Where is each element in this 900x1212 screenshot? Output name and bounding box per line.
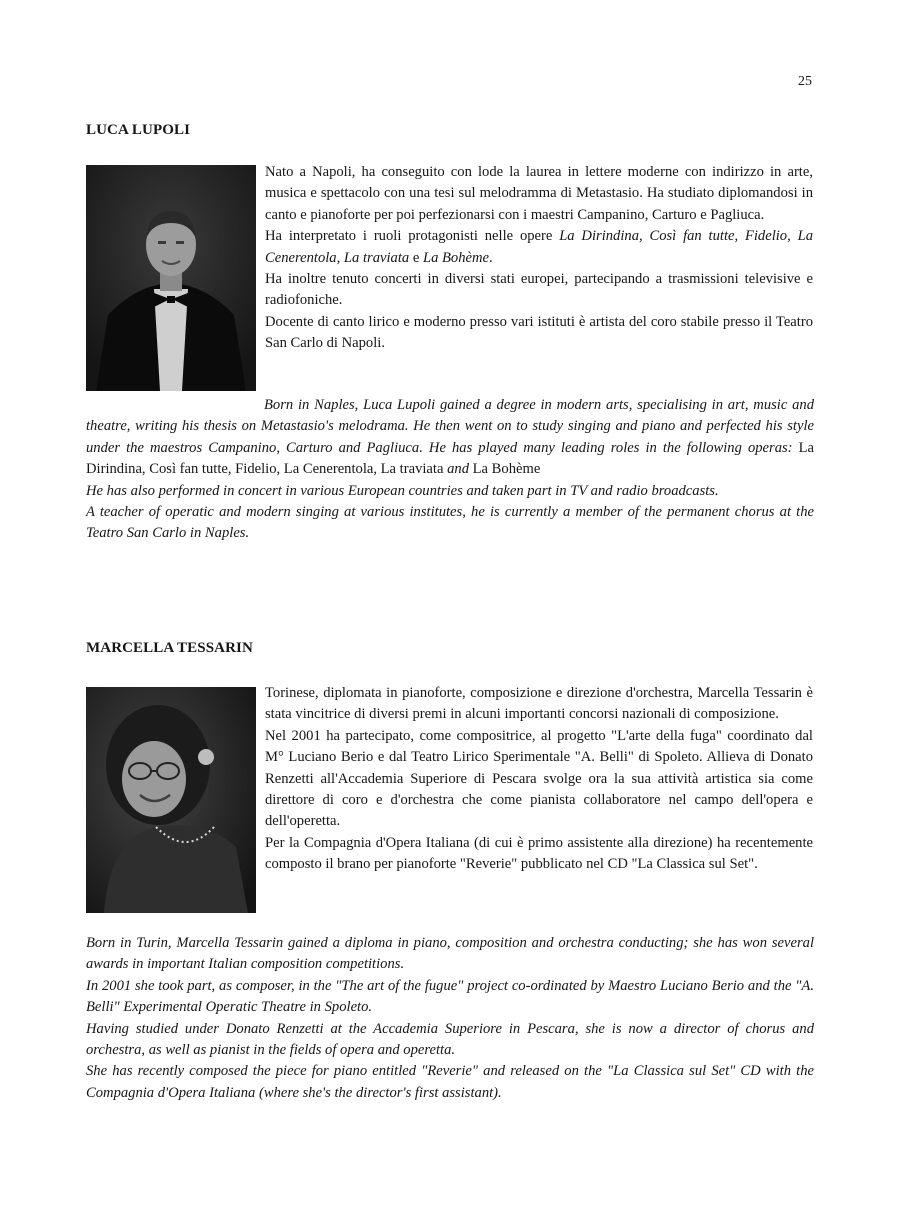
bio-italian-p2: Nel 2001 ha partecipato, come compositrice, al progetto "L'arte della fuga" coordinato dal M° Luciano Berio e dal Teatro Lirico Sperimentale "A. Belli" di Spoleto. Allieva di Donato Renzetti all'Accademia Superiore di Pescara svolge ora la sua attività artistica sia come direttore di coro e d'orchestra che come pianista collaboratore nel campo dell'opera e dell'operetta. <box>265 727 813 830</box>
bio-english-p4: She has recently composed the piece for piano entitled "Reverie" and released on the "La Classica sul Set" CD with the Compagnia d'Opera Italiana (where she's the director's first assistant). <box>86 1063 814 1101</box>
bio-italian-p3: Per la Compagnia d'Opera Italiana (di cui è primo assistente alla direzione) ha recentemente composto il brano per pianoforte "Reverie" pubblicato nel CD "La Classica sul Set". <box>265 834 813 873</box>
bio-english-p1: Born in Naples, Luca Lupoli gained a degree in modern arts, specialising in art, music and theatre, writing his thesis on Metastasio's melodrama. He then went on to study singing and piano and perfected his style under the maestros Campanino, Carturo and Pagliuca. He has played many leading roles in the following operas: La Dirindina, Così fan tutte, Fidelio, La Cenerentola, La traviata and La Bohème <box>86 397 814 478</box>
bio-italian-p2: Ha interpretato i ruoli protagonisti nelle opere La Dirindina, Così fan tutte, Fidelio, La Cenerentola, La traviata e La Bohème. <box>265 228 813 266</box>
bio-english-p3: A teacher of operatic and modern singing at various institutes, he is currently a member of the permanent chorus at the Teatro San Carlo in Naples. <box>86 504 814 542</box>
bio-italian-p4: Docente di canto lirico e moderno presso vari istituti è artista del coro stabile presso il Teatro San Carlo di Napoli. <box>265 313 813 352</box>
bio-name-lupoli: LUCA LUPOLI <box>86 122 191 138</box>
bio-english-p1: Born in Turin, Marcella Tessarin gained a diploma in piano, composition and orchestra conducting; she has won several awards in important Italian composition competitions. <box>86 935 814 973</box>
bio-english-lupoli <box>86 395 814 545</box>
bio-english-p2: In 2001 she took part, as composer, in the "The art of the fugue" project co-ordinated by Maestro Luciano Berio and the "A. Belli" Experimental Operatic Theatre in Spoleto. <box>86 977 814 1016</box>
bio-english-p2: He has also performed in concert in various European countries and taken part in TV and radio broadcasts. <box>86 482 719 499</box>
bio-italian-p1: Torinese, diplomata in pianoforte, composizione e direzione d'orchestra, Marcella Tessarin è stata vincitrice di diversi premi in alcuni importanti concorsi nazionali di composizione. <box>265 685 813 723</box>
bio-name-tessarin: MARCELLA TESSARIN <box>86 640 253 656</box>
bio-italian-tessarin <box>265 683 813 876</box>
portrait-photo-lupoli <box>86 165 256 391</box>
bio-italian-p3: Ha inoltre tenuto concerti in diversi stati europei, partecipando a trasmissioni televisive e radiofoniche. <box>265 271 813 309</box>
bio-italian-p1: Nato a Napoli, ha conseguito con lode la laurea in lettere moderne con indirizzo in arte, musica e spettacolo con una tesi sul melodramma di Metastasio. Ha studiato diplomandosi in canto e pianoforte per poi perfezionarsi con i maestri Campanino, Carturo e Pagliuca. <box>265 164 813 223</box>
bio-italian-lupoli <box>265 162 813 355</box>
bio-english-tessarin <box>86 933 814 1104</box>
page-number: 25 <box>798 74 812 89</box>
portrait-photo-tessarin <box>86 687 256 913</box>
bio-english-p3: Having studied under Donato Renzetti at the Accademia Superiore in Pescara, she is now a director of chorus and orchestra, as well as pianist in the fields of opera and operetta. <box>86 1020 814 1059</box>
